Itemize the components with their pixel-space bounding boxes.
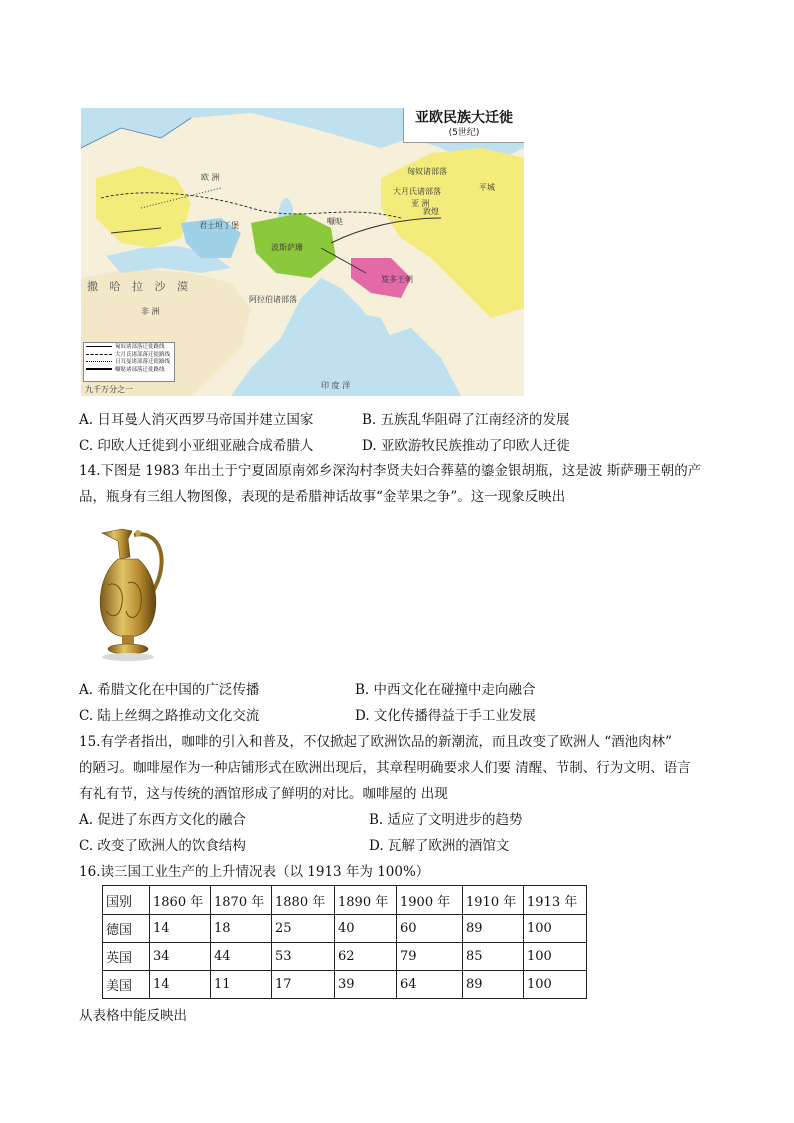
map-label-dayuezhi: 大月氏诸部落 xyxy=(393,187,441,196)
q14-option-a: A. 希腊文化在中国的广泛传播 xyxy=(79,682,260,698)
table-cell: 100 xyxy=(524,943,587,971)
table-cell: 39 xyxy=(335,971,397,999)
map-label-sahara: 撒 哈 拉 沙 漠 xyxy=(87,280,192,293)
map-label-europe: 欧 洲 xyxy=(201,173,220,182)
q14-option-c: C. 陆上丝绸之路推动文化交流 xyxy=(79,708,260,724)
table-cell: 100 xyxy=(524,971,587,999)
q14-option-b: B. 中西文化在碰撞中走向融合 xyxy=(355,682,536,698)
q13-option-a: A. 日耳曼人消灭西罗马帝国并建立国家 xyxy=(79,412,314,428)
table-cell: 德国 xyxy=(103,915,150,943)
table-cell: 英国 xyxy=(103,943,150,971)
map-legend-item: 匈奴诸部落迁徙路线 xyxy=(86,344,172,352)
table-cell: 79 xyxy=(397,943,463,971)
q13-option-c: C. 印欧人迁徙到小亚细亚融合成希腊人 xyxy=(79,438,314,454)
map-title-box xyxy=(403,108,524,143)
industrial-production-table xyxy=(102,885,587,999)
table-header-cell: 1910 年 xyxy=(463,886,524,915)
q14-stem-line-2: 品，瓶身有三组人物图像，表现的是希腊神话故事“金苹果之争”。这一现象反映出 xyxy=(79,489,566,505)
map-label-xiongnu: 匈奴诸部落 xyxy=(407,167,447,176)
q15-stem-line-1: 15.有学者指出，咖啡的引入和普及，不仅掀起了欧洲饮品的新潮流，而且改变了欧洲人 “酒池肉林” xyxy=(79,734,673,750)
table-header-row xyxy=(103,886,587,915)
table-cell: 25 xyxy=(272,915,335,943)
q15-option-a: A. 促进了东西方文化的融合 xyxy=(79,812,246,828)
q15-stem-line-2: 的陋习。咖啡屋作为一种店铺形式在欧洲出现后，其章程明确要求人们要 清醒、节制、行为文明、语言 xyxy=(79,760,691,776)
q15-stem-line-3: 有礼有节，这与传统的酒馆形成了鲜明的对比。咖啡屋的 出现 xyxy=(79,786,448,802)
table-cell: 18 xyxy=(211,915,272,943)
migration-map-figure xyxy=(81,108,524,396)
map-subtitle: (5世纪) xyxy=(448,128,480,138)
q13-option-d: D. 亚欧游牧民族推动了印欧人迁徙 xyxy=(362,438,570,454)
table-header-cell: 1913 年 xyxy=(524,886,587,915)
map-label-indian-ocean: 印 度 洋 xyxy=(321,381,351,390)
map-label-constantinople: 君士坦丁堡 xyxy=(199,221,239,230)
map-title: 亚欧民族大迁徙 xyxy=(415,110,513,126)
table-cell: 14 xyxy=(150,915,211,943)
q14-stem-line-1: 14.下图是 1983 年出土于宁夏固原南郊乡深沟村李贤夫妇合葬墓的鎏金银胡瓶，这是波 斯萨珊王朝的产 xyxy=(79,463,702,479)
table-cell: 64 xyxy=(397,971,463,999)
table-cell: 14 xyxy=(150,971,211,999)
table-cell: 17 xyxy=(272,971,335,999)
q14-option-d: D. 文化传播得益于手工业发展 xyxy=(355,708,536,724)
table-header-cell: 1890 年 xyxy=(335,886,397,915)
map-label-arabia: 阿拉伯诸部落 xyxy=(249,295,297,304)
table-cell: 美国 xyxy=(103,971,150,999)
table-cell: 11 xyxy=(211,971,272,999)
table-header-cell: 国别 xyxy=(103,886,150,915)
map-label-gupta: 笈多王朝 xyxy=(381,275,413,284)
table-cell: 89 xyxy=(463,915,524,943)
map-label-dunhuang: 敦煌 xyxy=(423,207,439,216)
table-cell: 40 xyxy=(335,915,397,943)
map-label-asia: 亚 洲 xyxy=(411,199,430,208)
table-cell: 100 xyxy=(524,915,587,943)
q16-after-text: 从表格中能反映出 xyxy=(79,1008,187,1024)
table-cell: 53 xyxy=(272,943,335,971)
map-label-yanda: 嚈哒 xyxy=(327,217,343,226)
table-cell: 89 xyxy=(463,971,524,999)
map-label-pingcheng: 平城 xyxy=(479,183,495,192)
q15-option-d: D. 瓦解了欧洲的酒馆文 xyxy=(369,838,510,854)
table-header-cell: 1880 年 xyxy=(272,886,335,915)
table-cell: 34 xyxy=(150,943,211,971)
q16-stem: 16.读三国工业生产的上升情况表（以 1913 年为 100%） xyxy=(79,864,430,880)
table-row xyxy=(103,915,587,943)
q13-option-b: B. 五族乱华阻碍了江南经济的发展 xyxy=(362,412,570,428)
map-legend-item: 大月氏诸部落迁徙路线 xyxy=(86,352,172,360)
table-row xyxy=(103,971,587,999)
table-cell: 62 xyxy=(335,943,397,971)
table-cell: 60 xyxy=(397,915,463,943)
table-row xyxy=(103,943,587,971)
q15-option-b: B. 适应了文明进步的趋势 xyxy=(369,812,523,828)
map-scale: 九千万分之一 xyxy=(85,385,133,394)
gilt-silver-ewer-image xyxy=(92,523,184,665)
map-legend-item: 日耳曼诸部落迁徙路线 xyxy=(86,359,172,367)
map-label-africa: 非 洲 xyxy=(141,307,160,316)
table-header-cell: 1860 年 xyxy=(150,886,211,915)
q15-option-c: C. 改变了欧洲人的饮食结构 xyxy=(79,838,246,854)
table-cell: 44 xyxy=(211,943,272,971)
table-cell: 85 xyxy=(463,943,524,971)
map-legend xyxy=(83,342,175,382)
map-label-persia: 波斯萨珊 xyxy=(271,243,303,252)
table-header-cell: 1900 年 xyxy=(397,886,463,915)
map-legend-item: 嚈哒诸部落迁徙路线 xyxy=(86,367,172,375)
table-header-cell: 1870 年 xyxy=(211,886,272,915)
